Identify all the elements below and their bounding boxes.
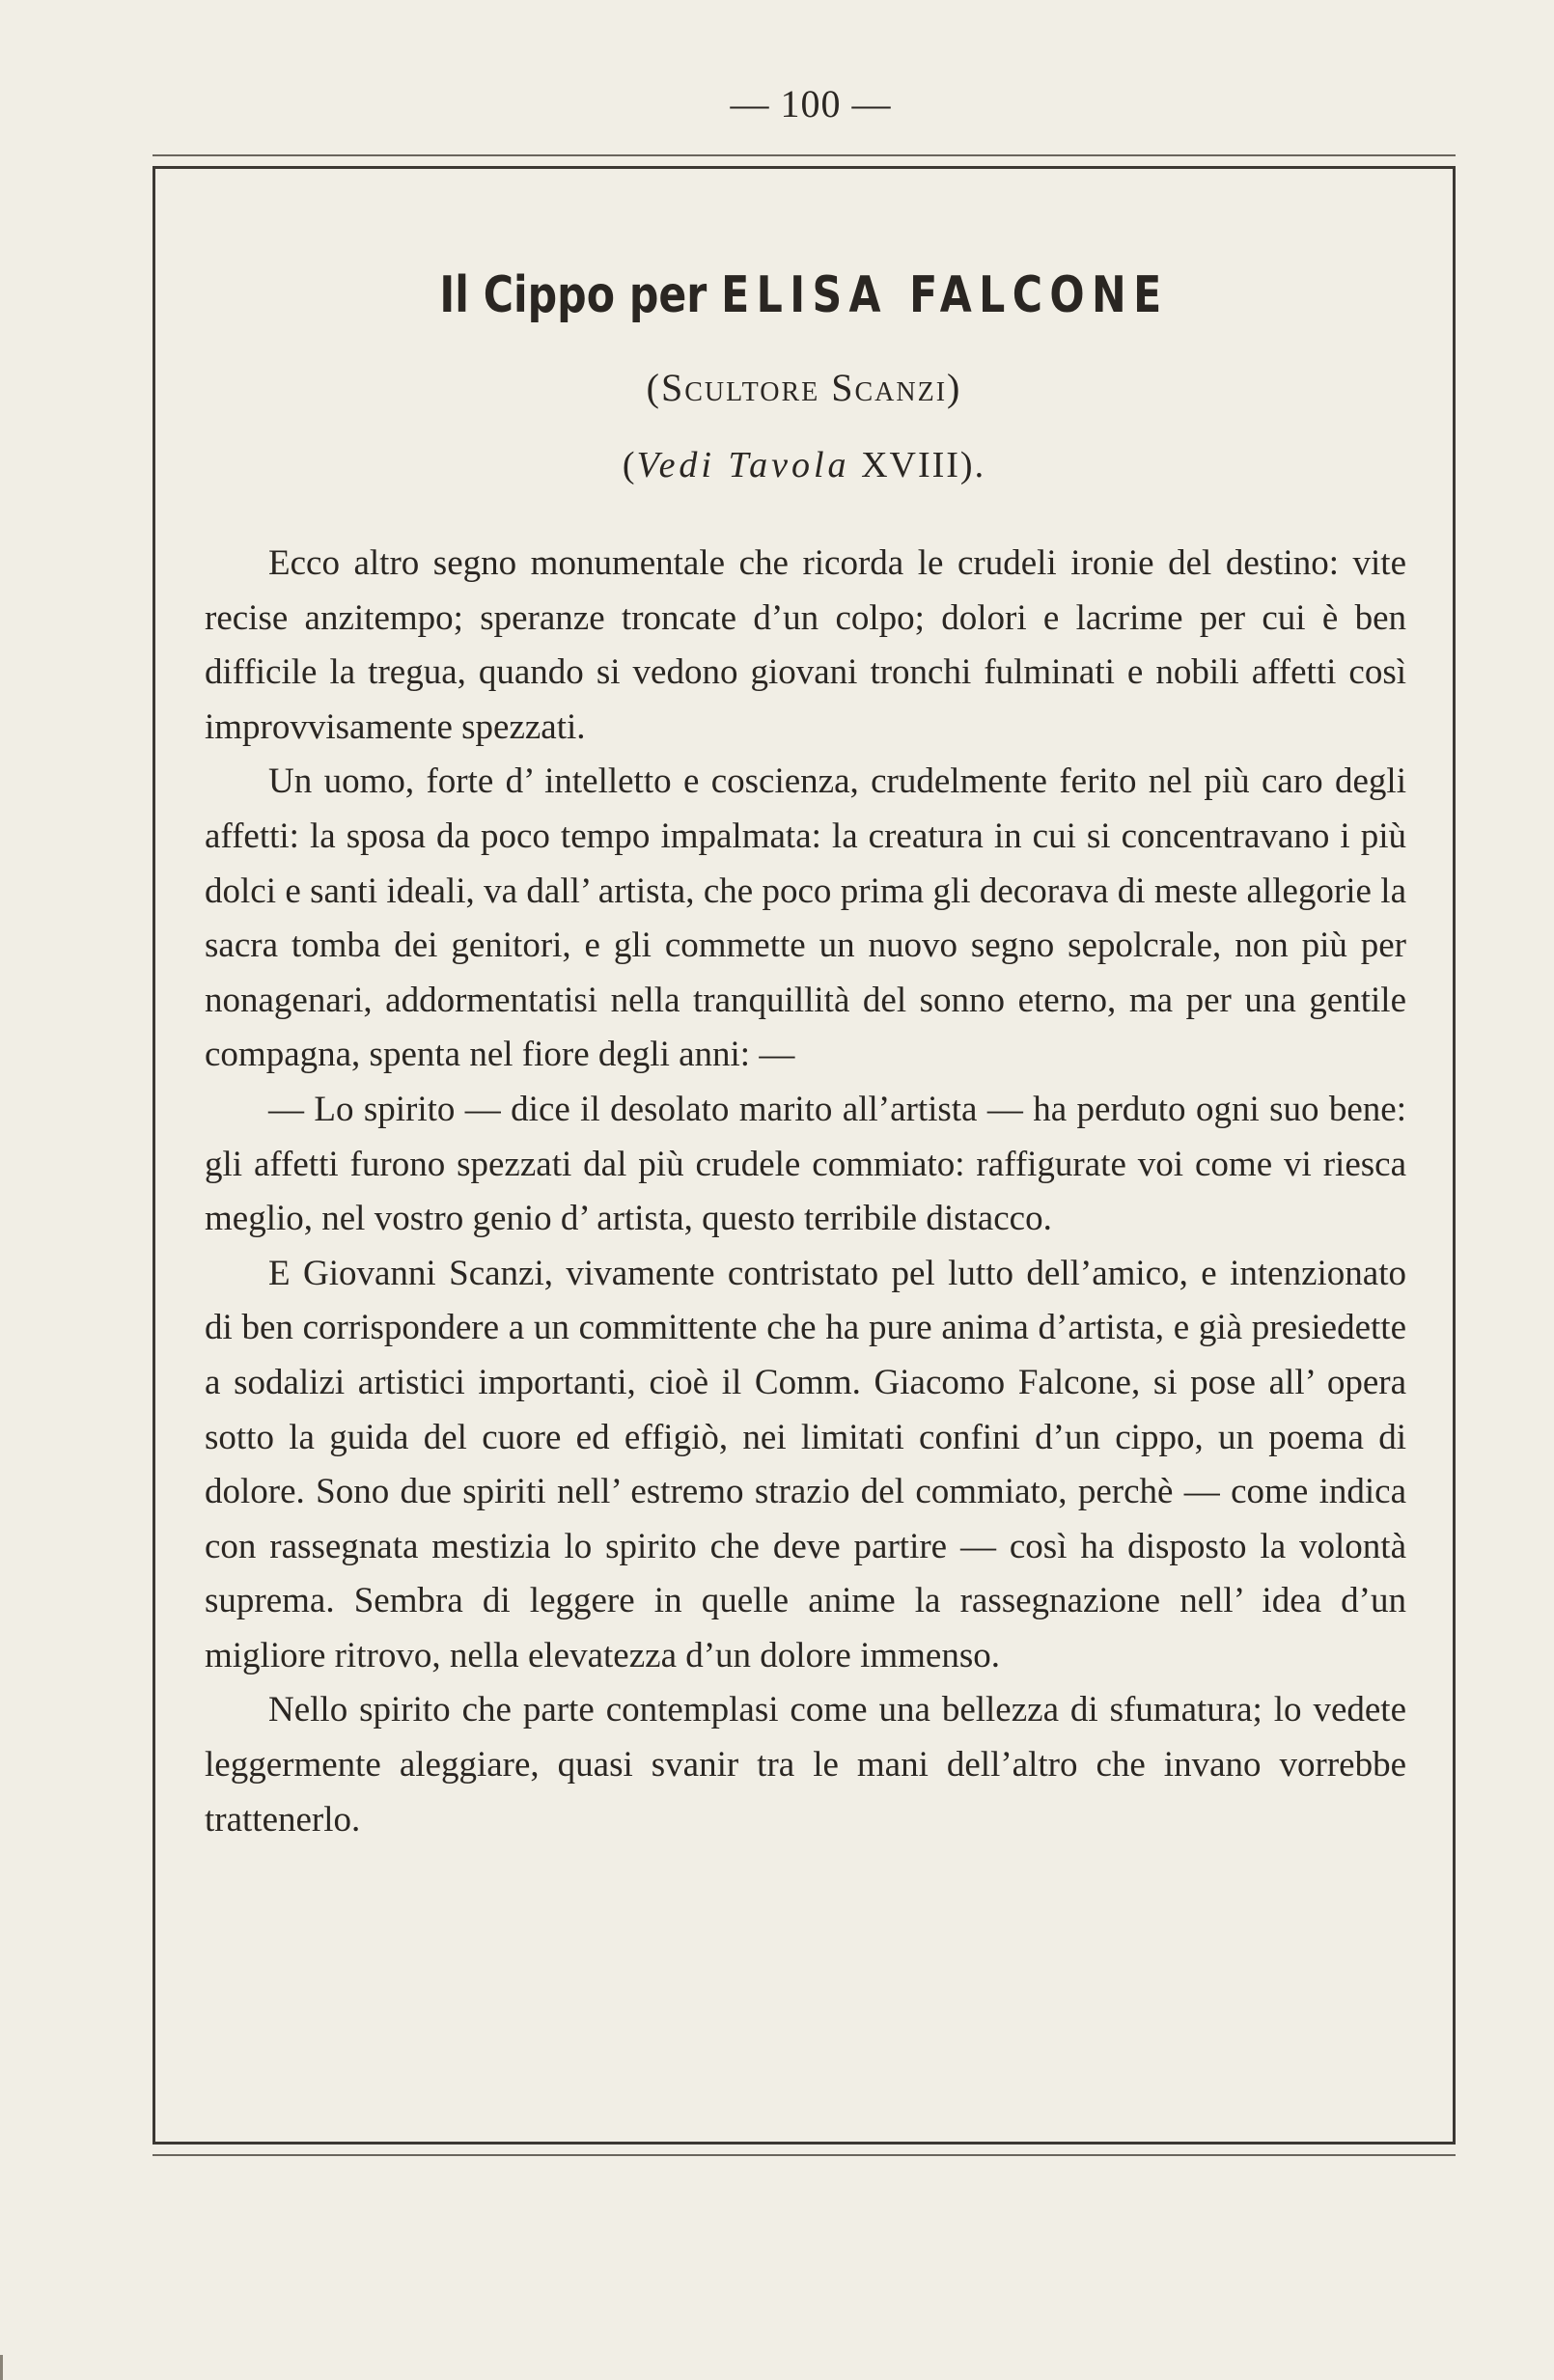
paragraph: Un uomo, forte d’ intelletto e coscienza, crudelmente ferito nel più caro degli affetti: la sposa da poco tempo impalmata: la creatura in cui si concentravano i più dolci e santi ideali, va dall’ artista, che poco prima gli decorava di meste allegorie la sacra tomba dei genitori, e gli commette un nuovo segno sepolcrale, non più per nonagenari, addormentatisi nella tranquillità del sonno eterno, ma per una gentile compagna, spenta nel fiore degli anni: —: [205, 761, 1406, 1075]
article-body: [205, 537, 1406, 1847]
frame-top-rule: [153, 154, 1456, 156]
plate-reference: [153, 444, 1456, 486]
plate-ref-italic: Vedi Tavola: [636, 445, 850, 485]
article-title-prefix: Il Cippo per: [439, 266, 722, 324]
plate-ref-open: (: [622, 445, 637, 485]
page-number: — 100 —: [730, 82, 892, 125]
paragraph: E Giovanni Scanzi, vivamente contristato pel lutto dell’amico, e intenzionato di ben corrispondere a un committente che ha pure anima d’artista, e già presiedette a sodalizi artistici importanti, cioè il Comm. Giacomo Falcone, si pose all’ opera sotto la guida del cuore ed effigiò, nei limitati confini d’un cippo, un poema di dolore. Sono due spiriti nell’ estremo strazio del commiato, perchè — come indica con rassegnata mestizia lo spirito che deve partire — così ha disposto la volontà suprema. Sembra di leggere in quelle anime la rassegnazione nell’ idea d’un migliore ritrovo, nella elevatezza d’un dolore immenso.: [205, 1253, 1406, 1675]
article-subtitle: (Scultore Scanzi): [646, 366, 962, 409]
plate-ref-number: XVIII).: [849, 445, 986, 485]
paragraph: — Lo spirito — dice il desolato marito all’artista — ha perduto ogni suo bene: gli affetti furono spezzati dal più crudele commiato: raffigurate voi come vi riesca meglio, nel vostro genio d’ artista, questo terribile distacco.: [205, 1089, 1406, 1239]
paragraph: Ecco altro segno monumentale che ricorda le crudeli ironie del destino: vite recise anzitempo; speranze troncate d’un colpo; dolori e lacrime per cui è ben difficile la tregua, quando si vedono giovani tronchi fulminati e nobili affetti così improvvisamente spezzati.: [205, 543, 1406, 747]
paragraph: Nello spirito che parte contemplasi come una bellezza di sfumatura; lo vedete leggermente aleggiare, quasi svanir tra le mani dell’altro che invano vorrebbe trattenerlo.: [205, 1690, 1406, 1840]
page-edge-mark: [0, 2355, 3, 2380]
frame-bottom-rule-secondary: [153, 2154, 1456, 2156]
frame-bottom-rule: [153, 2142, 1456, 2145]
article-title-name: ELISA FALCONE: [721, 266, 1169, 324]
article-title: [270, 266, 1339, 324]
